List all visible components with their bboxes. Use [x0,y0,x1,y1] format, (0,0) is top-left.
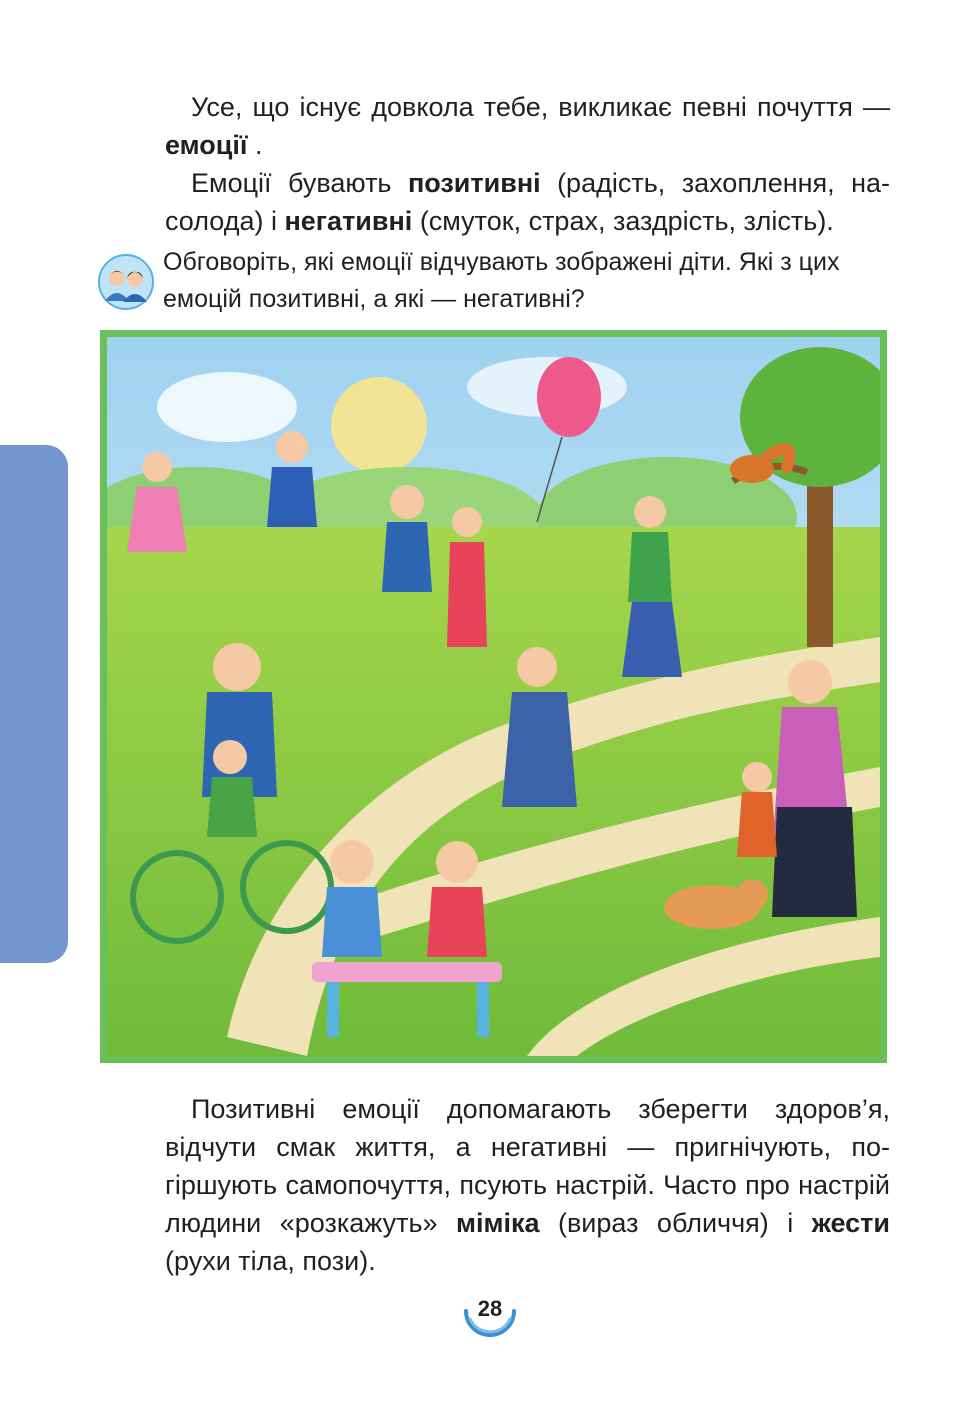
intro-paragraph: Усе, що існує довкола тебе, викликає певні почуття — емоції . [165,92,890,160]
term-mimics: міміка [456,1208,540,1238]
term-gestures: жести [811,1208,890,1238]
page-number-badge [460,1285,520,1345]
term-emotions: емоції [165,130,248,160]
closing-paragraph: Позитивні емоції допомагають зберегти здоров’я, відчути смак життя, а негативні — пригнічують, погіршують самопочуття, псують настрій. Часто про настрій людини «розкажуть» міміка (вираз обличчя) і жести (рухи тіла, пози). [165,1094,890,1276]
page-number: 28 [477,1296,503,1321]
two-children-icon [97,253,155,311]
park-scene-illustration [100,330,887,1063]
emotion-kinds-paragraph: Емоції бувають позитивні (радість, захоплення, насолода) і негативні (смуток, страх, заздрість, злість). [165,168,891,236]
term-negative: негативні [284,206,413,236]
side-tab [0,445,68,963]
term-positive: позитивні [407,168,541,198]
discussion-task: Обговоріть, які емоції відчувають зображені діти. Які з цих емоцій позитивні, а які — негативні? [163,248,840,313]
